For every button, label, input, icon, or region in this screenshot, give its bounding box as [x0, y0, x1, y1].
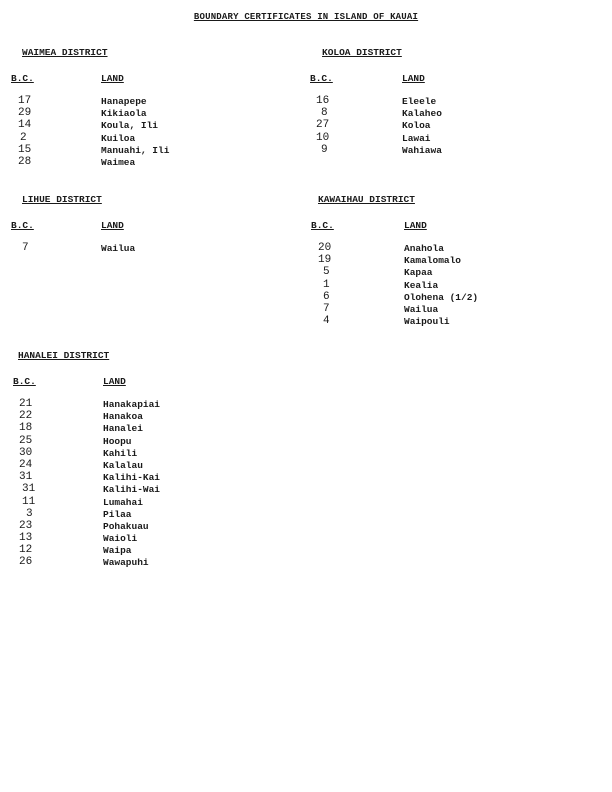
bc-column-header: B.C. [310, 73, 333, 84]
bc-number: 8 [321, 107, 328, 120]
list-item [18, 95, 272, 108]
district-name: WAIMEA DISTRICT [22, 47, 108, 58]
district-list [318, 243, 598, 328]
bc-number: 24 [19, 458, 33, 471]
list-item [318, 292, 598, 304]
land-name: Eleele [402, 96, 437, 107]
bc-number: 17 [18, 95, 32, 107]
list-item [18, 399, 278, 411]
district-name: LIHUE DISTRICT [22, 194, 102, 205]
list-item [318, 255, 598, 267]
bc-number: 22 [19, 410, 33, 423]
district-lihue [11, 194, 272, 255]
land-name: Hanapepe [101, 96, 147, 107]
land-name: Koloa [402, 120, 431, 132]
list-item [18, 509, 278, 521]
list-item [322, 145, 592, 157]
bc-number: 14 [18, 119, 32, 132]
bc-number: 9 [321, 143, 328, 156]
bc-number: 13 [19, 532, 33, 545]
bc-number: 5 [323, 266, 330, 279]
district-list [18, 95, 272, 169]
bc-number: 11 [22, 495, 36, 508]
bc-number: 30 [19, 446, 33, 459]
district-koloa [310, 47, 592, 157]
list-item [18, 521, 278, 533]
bc-column-header: B.C. [13, 376, 36, 387]
list-item [18, 557, 278, 569]
land-name: Waioli [103, 533, 138, 545]
list-item [322, 108, 592, 120]
land-column-header: LAND [101, 73, 124, 84]
bc-number: 18 [19, 422, 33, 435]
land-name: Lumahai [103, 496, 143, 508]
list-item [18, 484, 278, 496]
list-item [318, 280, 598, 292]
list-item [318, 304, 598, 316]
district-waimea [11, 47, 272, 169]
land-column-header: LAND [101, 220, 124, 231]
list-item [318, 267, 598, 279]
bc-column-header: B.C. [11, 73, 34, 84]
list-item [18, 119, 272, 132]
land-name: Hoopu [103, 435, 132, 447]
list-item [18, 107, 272, 120]
district-name: KOLOA DISTRICT [322, 47, 402, 58]
list-item [318, 243, 598, 255]
bc-number: 25 [19, 434, 33, 447]
page-title: BOUNDARY CERTIFICATES IN ISLAND OF KAUAI [193, 11, 419, 22]
list-item [18, 411, 278, 423]
district-name: KAWAIHAU DISTRICT [318, 194, 415, 205]
bc-number: 7 [323, 302, 330, 315]
list-item [18, 460, 278, 472]
land-name: Hanakapiai [103, 399, 161, 410]
bc-number: 19 [318, 254, 332, 267]
list-item [316, 131, 592, 145]
list-item [318, 316, 598, 328]
list-item [18, 155, 272, 169]
bc-number: 6 [323, 290, 330, 303]
bc-number: 12 [19, 544, 33, 557]
list-item [18, 143, 272, 157]
bc-number: 28 [18, 155, 32, 168]
land-name: Waipouli [404, 316, 450, 328]
bc-number: 23 [19, 519, 33, 532]
land-name: Hanalei [103, 423, 143, 435]
land-name: Waipa [103, 545, 132, 557]
land-name: Kalalau [103, 459, 143, 471]
land-name: Kikiaola [101, 108, 147, 120]
list-item [22, 243, 272, 255]
bc-number: 26 [19, 556, 33, 569]
district-list [22, 243, 272, 255]
list-item [22, 133, 272, 145]
land-name: Kapaa [404, 267, 433, 279]
bc-number: 2 [20, 131, 27, 144]
bc-number: 21 [19, 398, 33, 410]
land-name: Waimea [101, 156, 136, 168]
list-item [18, 545, 278, 557]
district-name: HANALEI DISTRICT [18, 350, 110, 361]
bc-number: 10 [316, 131, 330, 144]
bc-number: 3 [26, 507, 33, 520]
land-name: Pohakuau [103, 520, 149, 532]
list-item [18, 436, 278, 448]
land-column-header: LAND [402, 73, 425, 84]
land-name: Wawapuhi [103, 557, 149, 569]
bc-number: 20 [318, 242, 332, 254]
land-column-header: LAND [404, 220, 427, 231]
land-name: Kalihi-Wai [103, 484, 161, 496]
land-name: Kamalomalo [404, 255, 462, 267]
land-name: Hanakoa [103, 411, 143, 423]
land-name: Koula, Ili [101, 120, 159, 132]
land-name: Pilaa [103, 508, 132, 520]
bc-number: 31 [19, 471, 33, 484]
district-list [18, 399, 278, 570]
district-kawaihau [311, 194, 598, 328]
list-item [316, 95, 592, 108]
bc-number: 1 [323, 278, 330, 291]
land-column-header: LAND [103, 376, 126, 387]
land-name: Olohena (1/2) [404, 291, 479, 303]
list-item [18, 423, 278, 435]
bc-number: 27 [316, 119, 330, 132]
list-item [316, 119, 592, 132]
district-hanalei [13, 350, 278, 570]
land-name: Kalihi-Kai [103, 472, 161, 484]
land-name: Wailua [404, 303, 439, 315]
land-name: Lawai [402, 132, 431, 144]
list-item [18, 472, 278, 484]
bc-number: 29 [18, 107, 32, 120]
land-name: Kuiloa [101, 132, 136, 144]
district-list [316, 95, 592, 157]
bc-number: 16 [316, 95, 330, 107]
bc-number: 7 [22, 242, 29, 254]
land-name: Wailua [101, 243, 136, 254]
bc-number: 31 [22, 483, 36, 496]
bc-number: 15 [18, 143, 32, 156]
list-item [18, 448, 278, 460]
land-name: Kahili [103, 447, 138, 459]
list-item [18, 497, 278, 509]
bc-number: 4 [323, 315, 330, 328]
bc-column-header: B.C. [11, 220, 34, 231]
land-name: Manuahi, Ili [101, 144, 170, 156]
land-name: Kealia [404, 279, 439, 291]
list-item [18, 533, 278, 545]
land-name: Wahiawa [402, 144, 442, 156]
bc-column-header: B.C. [311, 220, 334, 231]
land-name: Kalaheo [402, 108, 442, 120]
land-name: Anahola [404, 243, 444, 254]
